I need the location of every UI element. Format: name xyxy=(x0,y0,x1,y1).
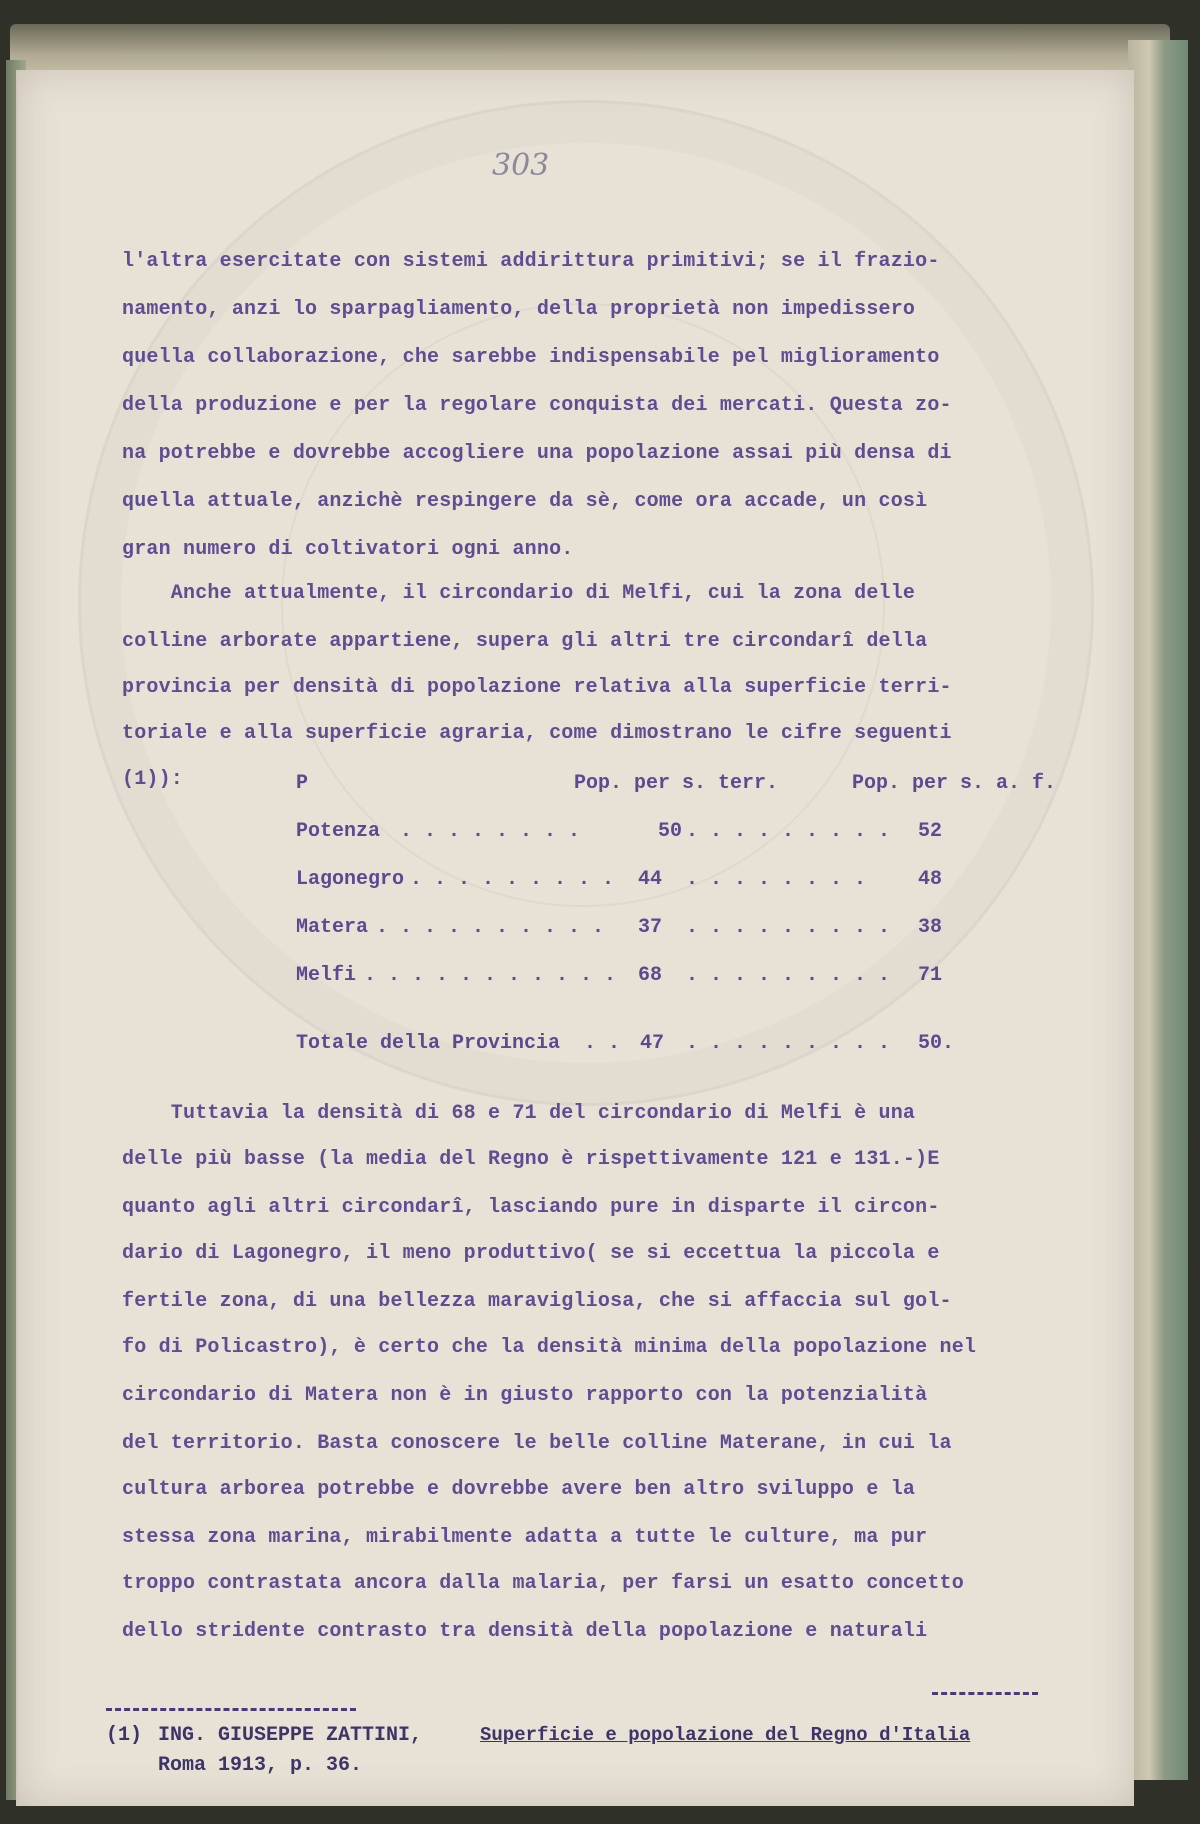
text-line: delle più basse (la media del Regno è rispettivamente 121 e 131.-)E xyxy=(122,1148,940,1171)
document-page xyxy=(16,70,1134,1806)
text-line: l'altra esercitate con sistemi addirittura primitivi; se il frazio- xyxy=(122,250,940,273)
text-line: quanto agli altri circondarî, lasciando pure in disparte il circon- xyxy=(122,1196,940,1219)
text-line: circondario di Matera non è in giusto rapporto con la potenzialità xyxy=(122,1384,928,1407)
row-name: Melfi xyxy=(296,964,357,987)
footnote-separator xyxy=(106,1708,356,1711)
text-line: (1)): xyxy=(122,768,184,791)
table-header-col0: P xyxy=(296,772,309,795)
footnote-imprint: Roma 1913, p. 36. xyxy=(158,1754,363,1777)
row-agr-value: 48 xyxy=(918,868,943,891)
row-terr-value: 37 xyxy=(638,916,663,939)
text-line: colline arborate appartiene, supera gli altri tre circondarî della xyxy=(122,630,928,653)
row-leader: . . . . . . . . . xyxy=(410,868,615,891)
row-leader: . . . . . . . . xyxy=(400,820,593,843)
text-line: fertile zona, di una bellezza maravigliosa, che si affaccia sul gol- xyxy=(122,1290,952,1313)
row-leader: . . xyxy=(584,1032,621,1055)
text-line: Anche attualmente, il circondario di Melfi, cui la zona delle xyxy=(122,582,916,605)
text-line: della produzione e per la regolare conquista dei mercati. Questa zo- xyxy=(122,394,952,417)
row-leader: . . . . . . . . . xyxy=(686,964,891,987)
table-header-agr: Pop. per s. a. f. xyxy=(852,772,1057,795)
text-line: del territorio. Basta conoscere le belle colline Materane, in cui la xyxy=(122,1432,952,1455)
text-line: dello stridente contrasto tra densità della popolazione e naturali xyxy=(122,1620,928,1643)
row-terr-value: 44 xyxy=(638,868,663,891)
text-line: dario di Lagonegro, il meno produttivo( se si eccettua la piccola e xyxy=(122,1242,940,1265)
row-leader: . . . . . . . . . xyxy=(686,916,891,939)
text-line: gran numero di coltivatori ogni anno. xyxy=(122,538,574,561)
catchword-rule xyxy=(932,1692,1038,1695)
row-name: Matera xyxy=(296,916,369,939)
row-terr-value: 68 xyxy=(638,964,663,987)
row-leader: . . . . . . . . . xyxy=(686,1032,891,1055)
text-line: Tuttavia la densità di 68 e 71 del circondario di Melfi è una xyxy=(122,1102,916,1125)
footnote-title: Superficie e popolazione del Regno d'Italia xyxy=(480,1724,971,1746)
total-agr-value: 50. xyxy=(918,1032,955,1055)
text-line: quella collaborazione, che sarebbe indispensabile pel miglioramento xyxy=(122,346,940,369)
row-leader: . . . . . . . . . . . xyxy=(364,964,617,987)
row-name: Lagonegro xyxy=(296,868,405,891)
total-terr-value: 47 xyxy=(640,1032,665,1055)
row-leader: . . . . . . . . xyxy=(686,868,867,891)
row-terr-value: 50 xyxy=(658,820,683,843)
page-number: 303 xyxy=(492,148,550,183)
table-header-terr: Pop. per s. terr. xyxy=(574,772,779,795)
text-line: na potrebbe e dovrebbe accogliere una popolazione assai più densa di xyxy=(122,442,952,465)
text-line: troppo contrastata ancora dalla malaria, per farsi un esatto concetto xyxy=(122,1572,964,1595)
footnote-author: ING. GIUSEPPE ZATTINI, xyxy=(158,1724,423,1747)
row-name: Potenza xyxy=(296,820,381,843)
book-page-edges xyxy=(1128,40,1188,1780)
row-leader: . . . . . . . . . xyxy=(686,820,891,843)
total-name: Totale della Provincia xyxy=(296,1032,561,1055)
text-line: namento, anzi lo sparpagliamento, della proprietà non impedissero xyxy=(122,298,916,321)
text-line: fo di Policastro), è certo che la densità minima della popolazione nel xyxy=(122,1336,977,1359)
row-agr-value: 52 xyxy=(918,820,943,843)
row-agr-value: 38 xyxy=(918,916,943,939)
row-leader: . . . . . . . . . . xyxy=(376,916,605,939)
text-line: quella attuale, anzichè respingere da sè, come ora accade, un così xyxy=(122,490,928,513)
text-line: toriale e alla superficie agraria, come dimostrano le cifre seguenti xyxy=(122,722,952,745)
text-line: provincia per densità di popolazione relativa alla superficie terri- xyxy=(122,676,952,699)
text-line: stessa zona marina, mirabilmente adatta a tutte le culture, ma pur xyxy=(122,1526,928,1549)
footnote-marker: (1) xyxy=(106,1724,143,1747)
text-line: cultura arborea potrebbe e dovrebbe avere ben altro sviluppo e la xyxy=(122,1478,916,1501)
row-agr-value: 71 xyxy=(918,964,943,987)
